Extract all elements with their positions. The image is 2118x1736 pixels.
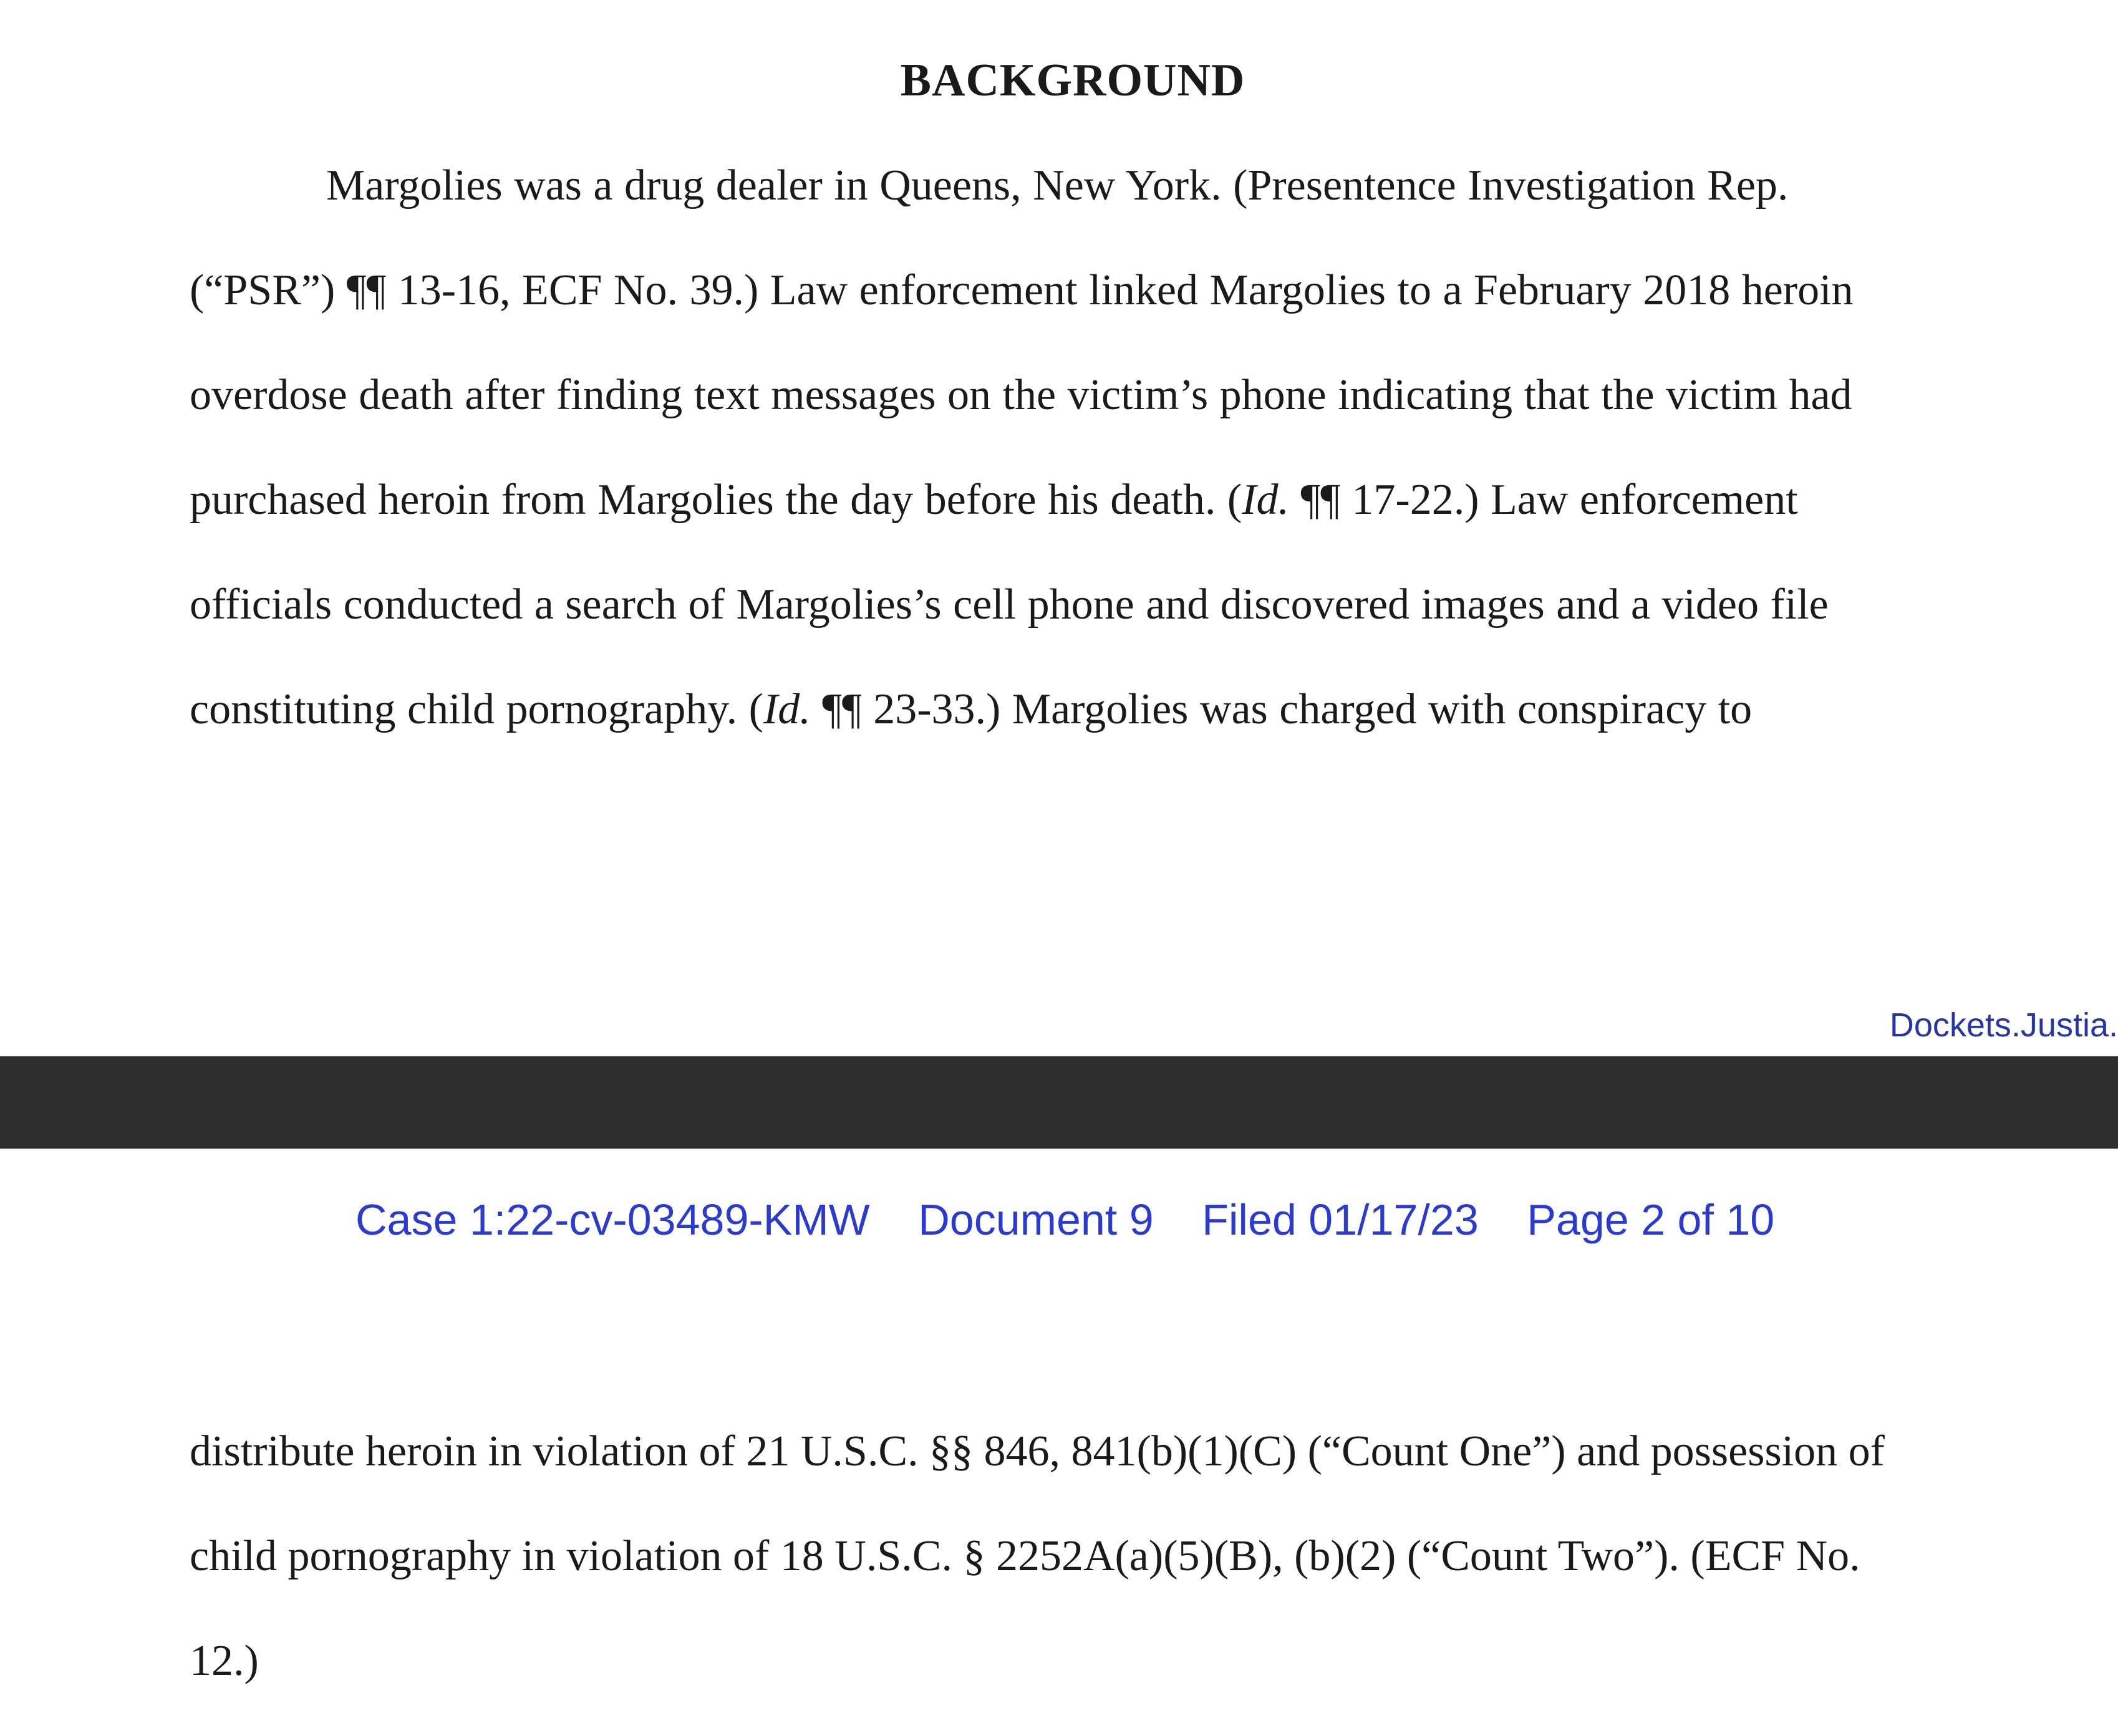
- paragraph-line: Margolies was a drug dealer in Queens, New York. (Presentence Investigation Rep.: [326, 162, 1789, 210]
- document-number: Document 9: [918, 1195, 1154, 1244]
- paragraph-line: purchased heroin from Margolies the day before his death. (Id. ¶¶ 17-22.) Law enforcement: [190, 476, 1798, 524]
- paragraph-line: (“PSR”) ¶¶ 13-16, ECF No. 39.) Law enforcement linked Margolies to a February 2018 heroin: [190, 266, 1854, 314]
- paragraph-line: distribute heroin in violation of 21 U.S.C. §§ 846, 841(b)(1)(C) (“Count One”) and possession of: [190, 1427, 1885, 1475]
- paragraph-line: overdose death after finding text messages on the victim’s phone indicating that the victim had: [190, 371, 1852, 419]
- section-heading: BACKGROUND: [900, 55, 1245, 106]
- paragraph-line: child pornography in violation of 18 U.S.C. § 2252A(a)(5)(B), (b)(2) (“Count Two”). (ECF No.: [190, 1532, 1860, 1580]
- paragraph-line: officials conducted a search of Margolies’s cell phone and discovered images and a video file: [190, 581, 1829, 629]
- page-number: Page 2 of 10: [1527, 1195, 1775, 1244]
- page-separator: [0, 1056, 2118, 1149]
- paragraph-line: 12.): [190, 1637, 259, 1685]
- case-number: Case 1:22-cv-03489-KMW: [355, 1195, 870, 1244]
- case-header: [355, 1195, 1774, 1245]
- filed-date: Filed 01/17/23: [1202, 1195, 1479, 1244]
- paragraph-line: constituting child pornography. (Id. ¶¶ 23-33.) Margolies was charged with conspiracy to: [190, 685, 1753, 733]
- justia-watermark-link[interactable]: Dockets.Justia.: [1889, 1006, 2118, 1044]
